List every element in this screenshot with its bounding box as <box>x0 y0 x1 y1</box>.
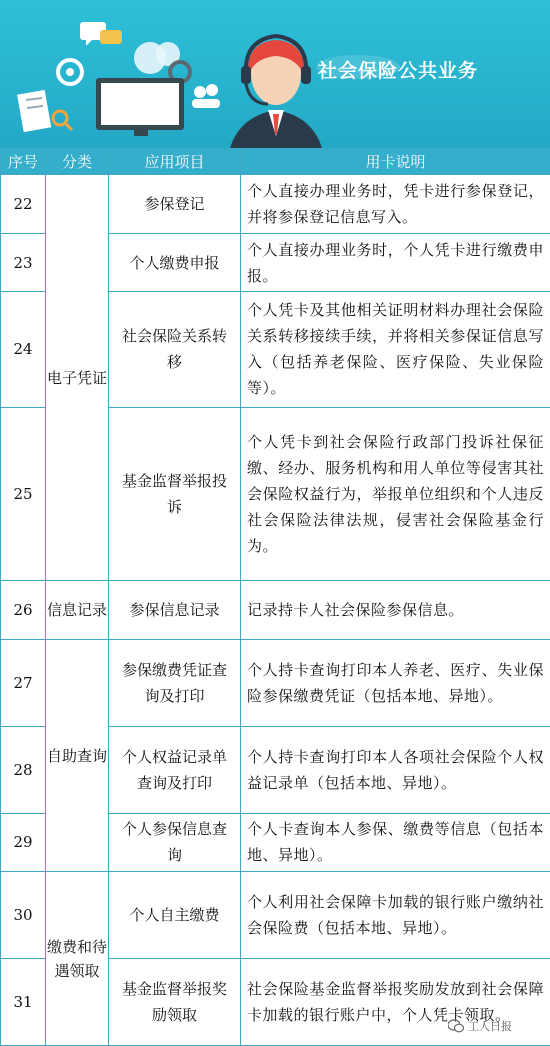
table-row <box>1 581 550 640</box>
category-cell: 自助查询 <box>46 639 109 871</box>
category-cell: 电子凭证 <box>46 175 109 581</box>
row-desc: 个人利用社会保障卡加载的银行账户缴纳社会保险费（包括本地、异地）。 <box>241 872 550 959</box>
table-row <box>1 175 550 234</box>
row-desc: 记录持卡人社会保险参保信息。 <box>241 581 550 640</box>
row-item: 个人参保信息查询 <box>109 813 241 872</box>
row-item: 基金监督举报奖励领取 <box>109 959 241 1046</box>
row-desc: 个人卡查询本人参保、缴费等信息（包括本地、异地）。 <box>241 813 550 872</box>
row-no: 30 <box>1 872 46 959</box>
chat-bubble-icon-2 <box>100 30 122 44</box>
row-no: 28 <box>1 726 46 813</box>
row-desc: 个人持卡查询打印本人各项社会保险个人权益记录单（包括本地、异地）。 <box>241 726 550 813</box>
category-cell: 信息记录 <box>46 581 109 640</box>
row-no: 23 <box>1 233 46 292</box>
row-no: 25 <box>1 407 46 581</box>
row-no: 31 <box>1 959 46 1046</box>
watermark-text: 工人日报 <box>468 1020 512 1033</box>
wechat-icon <box>448 1019 464 1033</box>
row-item: 基金监督举报投诉 <box>109 407 241 581</box>
row-item: 社会保险关系转移 <box>109 292 241 407</box>
row-item: 个人缴费申报 <box>109 233 241 292</box>
row-item: 个人权益记录单查询及打印 <box>109 726 241 813</box>
row-no: 26 <box>1 581 46 640</box>
header-desc: 用卡说明 <box>241 149 550 175</box>
row-no: 27 <box>1 639 46 726</box>
table-header-row <box>1 149 550 175</box>
magnifier-icon <box>53 111 67 125</box>
row-item: 个人自主缴费 <box>109 872 241 959</box>
row-item: 参保信息记录 <box>109 581 241 640</box>
header-category: 分类 <box>46 149 109 175</box>
row-no: 24 <box>1 292 46 407</box>
banner <box>0 0 550 148</box>
watermark <box>448 1018 512 1034</box>
service-table <box>0 148 550 1046</box>
row-no: 29 <box>1 813 46 872</box>
row-desc: 个人凭卡到社会保险行政部门投诉社保征缴、经办、服务机构和用人单位等侵害其社会保险权益行为，举报单位组织和个人违反社会保险法律法规，侵害社会保险基金行为。 <box>241 407 550 581</box>
banner-title: 社会保险公共业务 <box>318 60 479 82</box>
document-icon <box>17 90 51 132</box>
row-desc: 个人凭卡及其他相关证明材料办理社会保险关系转移接续手续，并将相关参保证信息写入（包括养老保险、医疗保险、失业保险等）。 <box>241 292 550 407</box>
row-item: 参保缴费凭证查询及打印 <box>109 639 241 726</box>
table-row <box>1 872 550 959</box>
row-desc: 个人直接办理业务时，凭卡进行参保登记，并将参保登记信息写入。 <box>241 175 550 234</box>
row-item: 参保登记 <box>109 175 241 234</box>
row-desc: 社会保险基金监督举报奖励发放到社会保障卡加载的银行账户中，个人凭卡领取。 <box>241 959 550 1046</box>
row-no: 22 <box>1 175 46 234</box>
category-cell: 缴费和待遇领取 <box>46 872 109 1046</box>
header-no: 序号 <box>1 149 46 175</box>
table-row <box>1 639 550 726</box>
row-desc: 个人直接办理业务时，个人凭卡进行缴费申报。 <box>241 233 550 292</box>
row-desc: 个人持卡查询打印本人养老、医疗、失业保险参保缴费凭证（包括本地、异地）。 <box>241 639 550 726</box>
header-item: 应用项目 <box>109 149 241 175</box>
users-icon <box>194 86 206 98</box>
